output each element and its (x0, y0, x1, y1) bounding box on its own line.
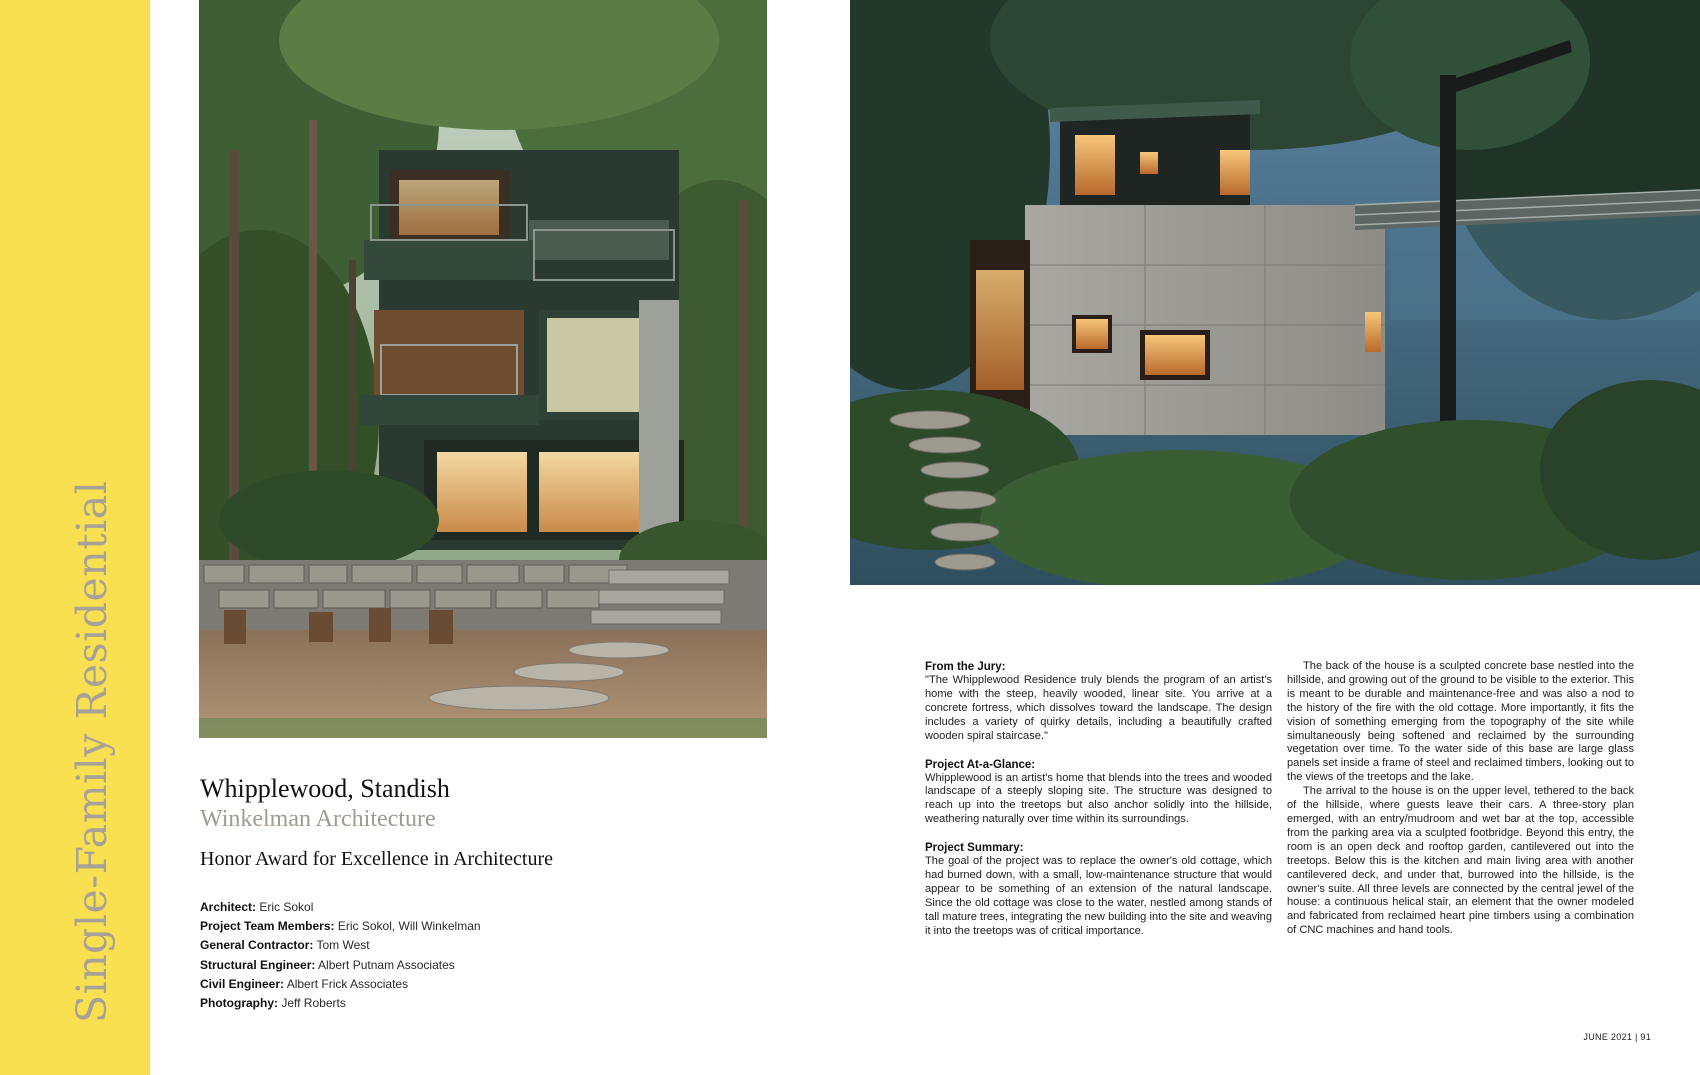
jury-heading: From the Jury: (925, 661, 1006, 673)
body-paragraph: The arrival to the house is on the upper level, tethered to the back of the hillside, where guests leave their cars. A three-story plan emerged, with an entry/mudroom and wet bar at the top, accessible from the parking area via a sculpted footbridge. Beyond this entry, the room is an open deck and rooftop garden, cantilevered out into the treetops. Below this is the kitchen and main living area with another cantilevered deck, and under that, burrowed into the hillside, is the owner's suite. All three levels are connected by the central jewel of the house: a continuous helical stair, an element that the owner modeled and fabricated from reclaimed heart pine timbers using a combination of CNC machines and hand tools. (1287, 785, 1634, 937)
credit-value: Albert Frick Associates (286, 976, 409, 991)
body-column-2 (1287, 660, 1634, 938)
credit-label: General Contractor: (200, 938, 314, 953)
credit-value: Tom West (316, 938, 370, 953)
body-column-1 (925, 660, 1272, 953)
body-paragraph: The back of the house is a sculpted concrete base nestled into the hillside, and growing out of the ground to be visible to the exterior. This is meant to be durable and maintenance-free and was also a nod to the history of the fire with the old cottage. More importantly, it fits the vision of something emerging from the topography of the site while simultaneously being softened and reclaimed by the surrounding vegetation over time. To the water side of this base are large glass panels set inside a frame of steel and reclaimed timbers, looking out to the views of the treetops and the lake. (1287, 660, 1634, 784)
credit-label: Photography: (200, 996, 278, 1011)
project-title: Whipplewood, Standish (200, 774, 450, 803)
summary-text: The goal of the project was to replace the owner's old cottage, which had burned down, with a small, low-maintenance structure that would appear to be something of an extension of the natural landscape. Since the old cottage was close to the water, nestled among stands of tall mature trees, integrating the new building into the site and weaving it into the treetops was of critical importance. (925, 855, 1272, 937)
glance-heading: Project At-a-Glance: (925, 758, 1036, 771)
credit-label: Structural Engineer: (200, 957, 316, 972)
credits-list (200, 898, 760, 1013)
award-name: Honor Award for Excellence in Architecture (200, 848, 554, 870)
title-block (200, 774, 760, 872)
credit-row (200, 898, 760, 917)
credit-row (200, 975, 760, 994)
credit-value: Albert Putnam Associates (318, 957, 455, 972)
jury-section (925, 660, 1272, 744)
photo-house-front (199, 0, 767, 738)
jury-text: "The Whipplewood Residence truly blends the program of an artist's home with the steep, heavily wooded, linear site. You arrive at a concrete fortress, which dissolves toward the landscape. The design includes a variety of quirky details, including a beautifully crafted wooden spiral staircase." (925, 674, 1272, 742)
credit-label: Project Team Members: (200, 919, 335, 934)
credit-value: Jeff Roberts (281, 996, 346, 1011)
credit-row (200, 994, 760, 1013)
firm-name: Winkelman Architecture (200, 806, 436, 832)
summary-section (925, 841, 1272, 938)
glance-section (925, 758, 1272, 828)
page-folio: JUNE 2021 | 91 (1583, 1032, 1651, 1042)
summary-heading: Project Summary: (925, 842, 1024, 855)
credit-row (200, 917, 760, 936)
credit-row (200, 956, 760, 975)
category-label (0, 0, 150, 1075)
photo-house-rear (850, 0, 1700, 585)
credit-value: Eric Sokol, Will Winkelman (337, 919, 481, 934)
glance-text: Whipplewood is an artist's home that blends into the trees and wooded landscape of a steeply sloping site. The structure was designed to reach up into the treetops but also anchor solidly into the hillside, weathering naturally over time within its surroundings. (925, 771, 1272, 826)
category-text: Single-Family Residential (68, 480, 116, 1023)
credit-row (200, 936, 760, 955)
credit-label: Architect: (200, 900, 257, 914)
credit-label: Civil Engineer: (200, 976, 285, 991)
credit-value: Eric Sokol (259, 900, 314, 914)
